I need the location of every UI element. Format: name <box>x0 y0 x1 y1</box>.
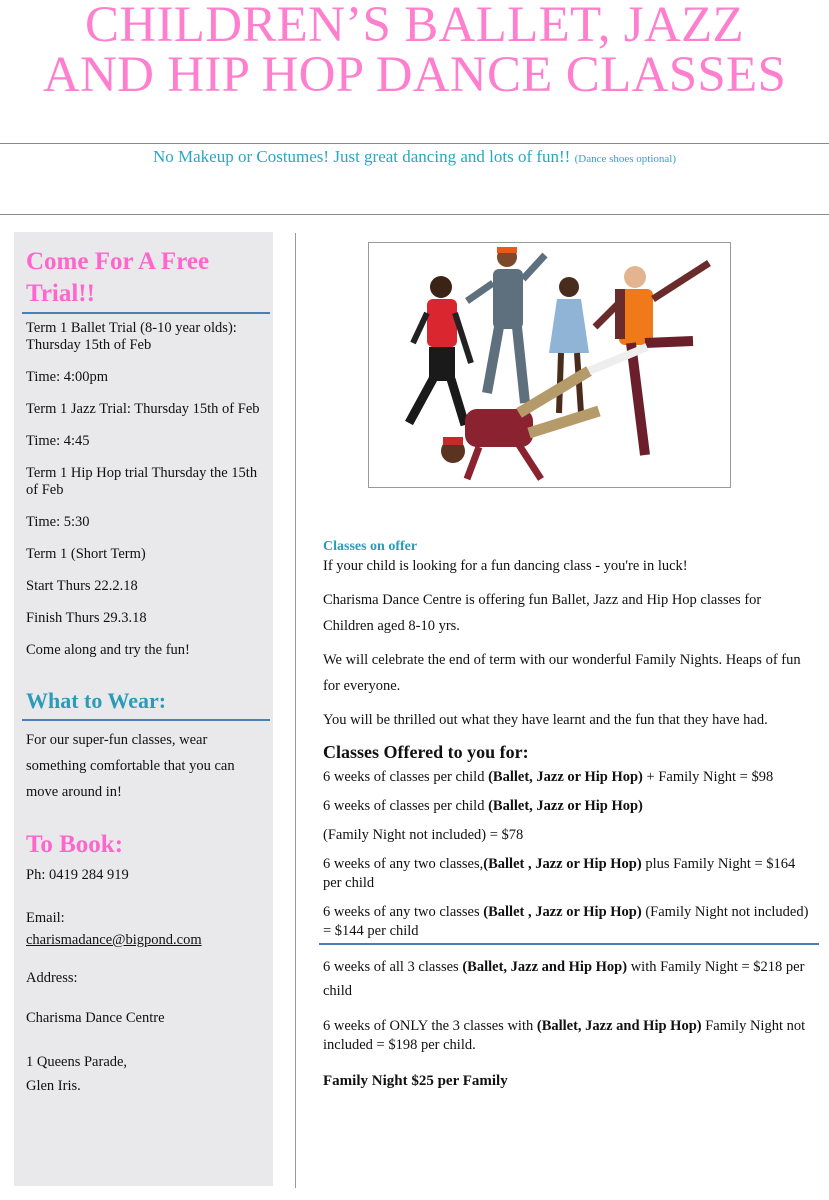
offer-classes: (Ballet , Jazz or Hip Hop) <box>483 904 642 920</box>
offer-classes: (Ballet , Jazz or Hip Hop) <box>483 856 642 872</box>
offer-price: (Family Night not included) = $144 per child <box>323 904 809 939</box>
wear-text: For our super-fun classes, wear something comfortable that you can move around in! <box>26 732 235 800</box>
offer-divider <box>319 943 819 945</box>
sidebar <box>14 232 273 1186</box>
offered-heading: Classes Offered to you for: <box>323 742 529 762</box>
address-lines <box>26 1050 266 1098</box>
wear-heading: What to Wear: <box>26 688 167 713</box>
offer-price: + Family Night = $98 <box>642 769 774 785</box>
email-link[interactable]: charismadance@bigpond.com <box>26 932 202 948</box>
offer-price: with Family Night = $218 per child <box>323 959 805 999</box>
offer-item <box>323 797 815 816</box>
offer-text: 6 weeks of classes per child <box>323 769 489 785</box>
offer-price: Family Night not included = $198 per child. <box>323 1018 806 1053</box>
dancers-illustration <box>369 243 730 487</box>
book-heading: To Book: <box>26 831 124 858</box>
wear-heading-rule <box>22 719 270 721</box>
offer-text: (Family Night not included) = $78 <box>323 827 524 843</box>
offer-classes: (Ballet, Jazz and Hip Hop) <box>536 1018 702 1034</box>
tagline-text: No Makeup or Costumes! Just great dancing and lots of fun!! <box>152 147 571 166</box>
tagline <box>0 147 829 167</box>
header-divider <box>0 214 829 215</box>
trial-item: Come along and try the fun! <box>26 642 190 658</box>
offer-item <box>323 1017 815 1055</box>
address-suburb: Glen Iris. <box>26 1078 81 1094</box>
offer-item <box>323 768 815 787</box>
offer-text: 6 weeks of classes per child <box>323 798 489 814</box>
trial-item: Start Thurs 22.2.18 <box>26 578 138 594</box>
address-street: 1 Queens Parade, <box>26 1054 128 1070</box>
offer-text: 6 weeks of all 3 classes <box>323 959 463 975</box>
title-line-1: CHILDREN’S BALLET, JAZZ <box>85 0 744 53</box>
paragraph-offer: Charisma Dance Centre is offering fun Ballet, Jazz and Hip Hop classes for Children aged 8-10 yrs. <box>323 592 762 634</box>
paragraph-family-nights: We will celebrate the end of term with our wonderful Family Nights. Heaps of fun for everyone. <box>323 652 801 694</box>
offer-text: 6 weeks of any two classes, <box>323 856 484 872</box>
offer-price: plus Family Night = $164 per child <box>323 856 796 891</box>
trial-item: Finish Thurs 29.3.18 <box>26 610 147 626</box>
page-title <box>0 0 829 103</box>
offer-item <box>323 826 815 845</box>
offer-item <box>323 955 815 1003</box>
trial-heading-rule <box>22 312 270 314</box>
offer-classes: (Ballet, Jazz and Hip Hop) <box>462 959 628 975</box>
trial-item: Time: 4:45 <box>26 433 90 449</box>
trial-item: Term 1 Ballet Trial (8-10 year olds): Thursday 15th of Feb <box>26 320 237 353</box>
column-divider <box>295 233 296 1188</box>
offer-text: 6 weeks of any two classes <box>323 904 484 920</box>
offer-text: 6 weeks of ONLY the 3 classes with <box>323 1018 537 1034</box>
dancers-photo <box>368 242 731 488</box>
email-block <box>26 907 266 951</box>
paragraph-thrilled: You will be thrilled out what they have learnt and the fun that they have had. <box>323 712 768 728</box>
address-label: Address: <box>26 970 78 986</box>
classes-heading: Classes on offer <box>323 539 418 554</box>
trial-item: Term 1 Jazz Trial: Thursday 15th of Feb <box>26 401 260 417</box>
top-divider <box>0 143 829 144</box>
offer-item <box>323 855 815 893</box>
offer-classes: (Ballet, Jazz or Hip Hop) <box>488 798 643 814</box>
family-night-price: Family Night $25 per Family <box>323 1073 508 1089</box>
phone-number: Ph: 0419 284 919 <box>26 867 129 883</box>
title-line-2: AND HIP HOP DANCE CLASSES <box>42 47 787 103</box>
trial-item: Term 1 Hip Hop trial Thursday the 15th of Feb <box>26 465 258 498</box>
address-name: Charisma Dance Centre <box>26 1010 165 1026</box>
intro-text: If your child is looking for a fun dancing class - you're in luck! <box>323 558 688 574</box>
trial-item: Time: 4:00pm <box>26 369 109 385</box>
tagline-note: (Dance shoes optional) <box>574 153 677 165</box>
offer-classes: (Ballet, Jazz or Hip Hop) <box>488 769 643 785</box>
trial-item: Term 1 (Short Term) <box>26 546 146 562</box>
trial-item: Time: 5:30 <box>26 514 90 530</box>
email-label: Email: <box>26 910 65 926</box>
trial-heading: Come For A Free Trial!! <box>26 248 210 307</box>
offer-item <box>323 903 815 941</box>
main-content <box>323 538 815 1090</box>
